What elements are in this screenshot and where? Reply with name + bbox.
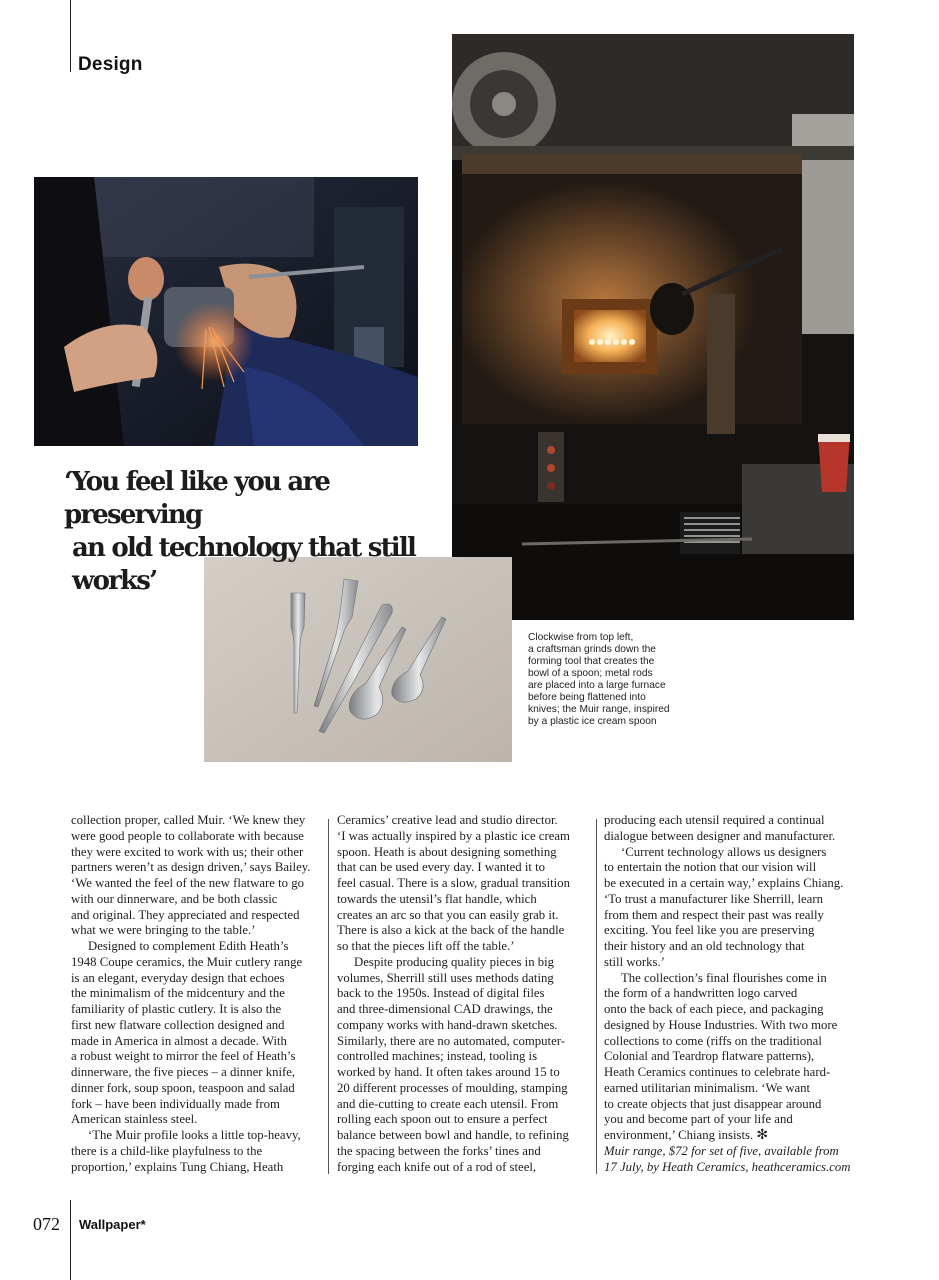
body-line: There is also a kick at the back of the handle (337, 923, 565, 938)
body-line: rolling each spoon out to ensure a perfect (337, 1112, 548, 1127)
body-line: with our dinnerware, and be both classic (71, 891, 278, 906)
body-line: dinnerware, the five pieces – a dinner knife, (71, 1065, 296, 1079)
body-line: fork – have been individually made from (71, 1096, 280, 1111)
body-line: and die-cutting to create each utensil. From (337, 1096, 559, 1111)
body-line: towards the utensil’s flat handle, which (337, 891, 537, 906)
body-line: Despite producing quality pieces in big (354, 954, 555, 969)
body-line: company works with hand-drawn sketches. (337, 1017, 558, 1032)
body-line: to entertain the notion that our vision will (604, 860, 817, 875)
body-line: volumes, Sherrill still uses methods dating (337, 970, 554, 985)
body-line: onto the back of each piece, and packaging (604, 1002, 824, 1016)
column-divider (596, 819, 597, 1174)
product-credit-line: Muir range, $72 for set of five, available from (604, 1143, 839, 1158)
photo-craftsman-grinding (34, 177, 418, 446)
pull-quote (64, 466, 444, 598)
body-line: ‘We wanted the feel of the new flatware to go (71, 876, 304, 890)
body-line: 1948 Coupe ceramics, the Muir cutlery range (71, 954, 303, 969)
body-line: partners weren’t as design driven,’ says Bailey. (71, 860, 311, 875)
caption-line: are placed into a large furnace (528, 680, 666, 691)
body-line: feel casual. There is a slow, gradual transition (337, 876, 570, 890)
photo-caption (528, 632, 688, 728)
body-line: what we were bringing to the table.’ (71, 923, 256, 938)
caption-line: forming tool that creates the (528, 656, 655, 667)
body-line: is an elegant, everyday design that echoes (71, 970, 285, 985)
body-line: you and become part of your life and (604, 1112, 793, 1127)
body-line: exciting. You feel like you are preserving (604, 923, 815, 938)
body-line: the form of a handwritten logo carved (604, 986, 798, 1001)
body-line: dialogue between designer and manufacturer. (604, 828, 836, 843)
end-mark-icon: ✻ (756, 1127, 769, 1143)
body-line: their history and an old technology that (604, 939, 805, 953)
body-line: Colonial and Teardrop flatware patterns), (604, 1049, 815, 1064)
body-line: still works.’ (604, 954, 665, 969)
pull-quote-line-2: an old technology that still works’ (72, 533, 416, 596)
top-vertical-rule (70, 0, 71, 72)
body-line: the minimalism of the midcentury and the (71, 986, 285, 1001)
caption-line: by a plastic ice cream spoon (528, 716, 657, 727)
body-line: made in America in almost a decade. With (71, 1033, 287, 1048)
body-line: familiarity of plastic cutlery. It is also the (71, 1002, 282, 1016)
body-line: collection proper, called Muir. ‘We knew they (71, 813, 306, 827)
body-line: and three-dimensional CAD drawings, the (337, 1002, 553, 1016)
pull-quote-line-1: ‘You feel like you are preserving (64, 467, 330, 530)
body-line: The collection’s final flourishes come in (621, 970, 827, 985)
body-line: ‘Current technology allows us designers (621, 844, 827, 859)
column-divider (328, 819, 329, 1174)
body-line: collections to come (riffs on the traditional (604, 1033, 822, 1048)
body-line: worked by hand. It often takes around 15 to (337, 1065, 560, 1079)
body-line: proportion,’ explains Tung Chiang, Heath (71, 1159, 284, 1174)
body-line: Heath Ceramics continues to celebrate hard- (604, 1065, 831, 1079)
body-line: controlled machines; instead, tooling is (337, 1049, 538, 1064)
body-line: a robust weight to mirror the feel of Heath’s (71, 1049, 296, 1064)
body-line: creates an arc so that you can easily grab it. (337, 907, 559, 922)
page-number: 072 (33, 1214, 60, 1234)
body-line: ‘To trust a manufacturer like Sherrill, learn (604, 891, 823, 906)
body-line: earned utilitarian minimalism. ‘We want (604, 1080, 811, 1095)
caption-line: knives; the Muir range, inspired (528, 704, 670, 715)
section-label: Design (78, 54, 143, 75)
caption-line: Clockwise from top left, (528, 632, 634, 643)
magazine-name: Wallpaper* (79, 1217, 146, 1232)
body-column-1 (71, 813, 323, 1175)
body-line: first new flatware collection designed and (71, 1017, 285, 1032)
body-line: forging each knife out of a rod of steel, (337, 1159, 537, 1174)
caption-line: a craftsman grinds down the (528, 644, 656, 655)
body-line: designed by House Industries. With two more (604, 1017, 838, 1032)
photo-furnace (452, 34, 854, 620)
body-line: were good people to collaborate with because (71, 828, 304, 843)
body-line: environment,’ Chiang insists. (604, 1128, 754, 1142)
body-line: back to the 1950s. Instead of digital files (337, 986, 545, 1001)
body-line: Designed to complement Edith Heath’s (88, 939, 289, 953)
body-line: be executed in a certain way,’ explains Chiang. (604, 876, 844, 890)
body-line: dinner fork, soup spoon, teaspoon and salad (71, 1080, 295, 1095)
caption-line: bowl of a spoon; metal rods (528, 668, 653, 679)
folio-rule (70, 1200, 71, 1280)
body-line: Similarly, there are no automated, computer- (337, 1033, 565, 1048)
body-line: there is a child-like playfulness to the (71, 1143, 263, 1158)
body-line: balance between bowl and handle, to refining (337, 1128, 569, 1142)
body-line: ‘The Muir profile looks a little top-heavy, (88, 1128, 301, 1142)
body-line: American stainless steel. (71, 1112, 198, 1127)
body-line: from them and respect their past was really (604, 907, 824, 922)
body-line: so that the pieces lift off the table.’ (337, 939, 515, 953)
product-credit-line: 17 July, by Heath Ceramics, heathceramics.com (604, 1159, 851, 1174)
body-column-2 (337, 813, 589, 1175)
body-line: to create objects that just disappear around (604, 1096, 822, 1111)
body-line: they were excited to work with us; their other (71, 844, 304, 859)
body-line: spoon. Heath is about designing something (337, 844, 557, 859)
body-line: that can be used every day. I wanted it to (337, 860, 546, 875)
body-line: 20 different processes of moulding, stamping (337, 1080, 568, 1095)
caption-line: before being flattened into (528, 692, 646, 703)
body-line: the spacing between the forks’ tines and (337, 1143, 541, 1158)
body-line: ‘I was actually inspired by a plastic ice cream (337, 828, 570, 843)
body-line: and original. They appreciated and respected (71, 907, 300, 922)
body-column-3 (604, 813, 856, 1175)
body-line: producing each utensil required a continual (604, 813, 825, 827)
body-line: Ceramics’ creative lead and studio director. (337, 813, 558, 827)
